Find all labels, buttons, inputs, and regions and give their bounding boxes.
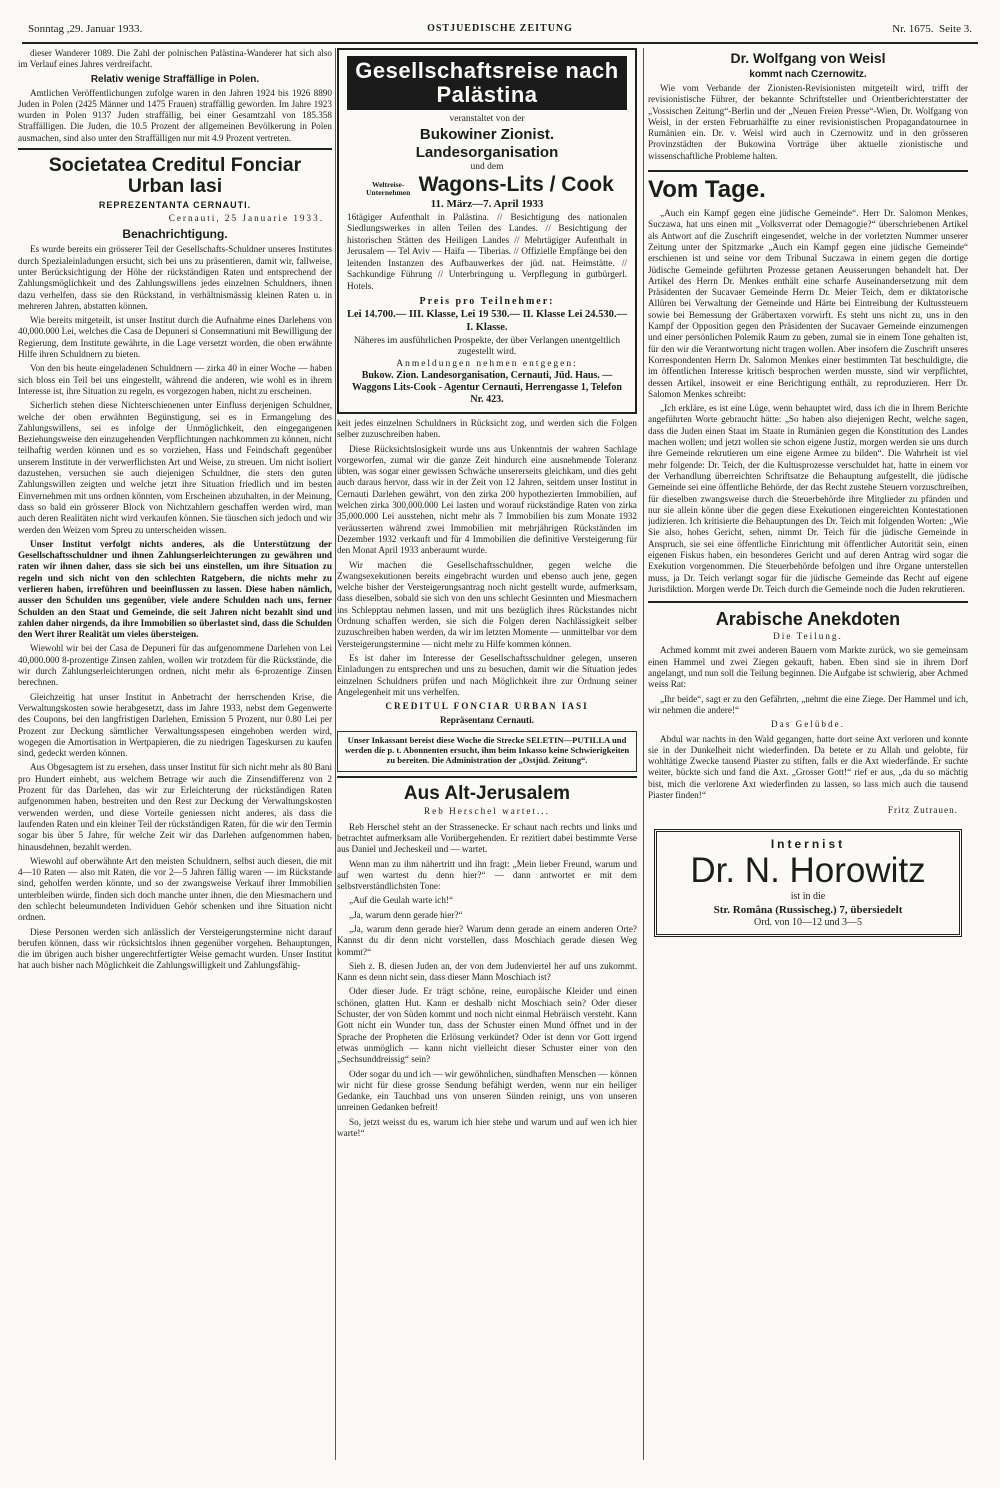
article-text: Achmed kommt mit zwei anderen Bauern vom Markte zurück, wo sie gemeinsam einen Hammel und zwei Ziegen gekauft, haben. Eben sind sie in ihrem Dorf angelangt, und nun soll die Teilung beginnen. Die Aufgabe ist schwierig, aber Achmed weiss Rat: — [648, 645, 968, 690]
article-text: keit jedes einzelnen Schuldners in Rücksicht zog, und werden sich die Folgen selber zuzuschreiben haben. — [337, 418, 637, 440]
ad-prices: Lei 14.700.— III. Klasse, Lei 19 530.— II. Klasse Lei 24.530.— I. Klasse. — [347, 308, 628, 333]
travel-advertisement — [337, 48, 637, 414]
article-subtitle: Reb Herschel wartet... — [424, 806, 550, 817]
article-subhead: kommt nach Czernowitz. — [749, 69, 867, 80]
ad-and-line: und dem — [470, 161, 504, 172]
header-issue-page — [892, 23, 972, 35]
ad-wagons-lits: Wagons-Lits / Cook — [418, 173, 614, 196]
article-text: Aus Obgesagtem ist zu ersehen, dass unser Institut für sich nicht mehr als 80 Bani pro Hundert einhebt, aus welchem Betrage wir auch die Zinsendifferenz von 2 Prozent für das Darlehen, das wir zur Erleichterung der rückständigen Raten aufgenommen haben, bestreiten und den Rest zur Deckung der Verwaltungskosten verwenden werden, und diese Vorteile geniessen nicht anderes, als dass die laufenden Raten und ein kleiner Teil der rückständigen Raten, für die wir den Termin sogar bis über 5 Jahre, für welche Zeit wir das Darlehen aufgenommen haben, hinausdehnen, bezahlt werden. — [18, 762, 332, 852]
article-text: Gleichzeitig hat unser Institut in Anbetracht der herrschenden Krise, die Verwaltungskosten sowie herabgesetzt, dass im Jahre 1933, nebst dem Gegenwerte des Coupons, bei den langfristigen Darlehen, Emission 5 Prozent, nur 0.80 Lei per Prozent zur Deckung sämtlicher Verwaltungsspesen eingehoben werden wird, wogegen die Amortisation in Wertpapieren, die zu niedrigen Tageskursen zu kaufen sind, gedeckt werden können. — [18, 691, 332, 759]
article-text: Wie bereits mitgeteilt, ist unser Institut durch die Aufnahme eines Darlehens von 40,000.000 Lei, welches die Casa de Depuneri si Consemnatiuni mit Bewilligung der Regierung, dem Institute gewährte, in die Lage versetzt worden, die oben erwähnte Hilfe ihren Schuldnern zu bieten. — [18, 315, 332, 360]
article-title: Arabische Anekdoten — [715, 609, 901, 630]
column-divider — [643, 48, 644, 1460]
article-text: Wir machen die Gesellschaftsschuldner, gegen welche die Zwangsexekutionen bereits eingebracht wurden und ebenso auch jene, gegen welche bisher der Versteigerungsantrag noch nicht gestellt wurde, aufmerksam, dass dieselben, sobald sie sich von den uns schlecht Gesinnten und Miesmachern ins Schlepptau nehmen lassen, und mit uns bezüglich ihres Rückstandes nicht Ordnung schaffen werden, sie sich die Folgen deren Nachlässigkeit selber zuzuschreiben haben werden, da wir im letzten Momente — unmittelbar vor dem Versteigerungstermine — nicht mehr zu Hilfe kommen können. — [337, 559, 637, 649]
article-title: Societatea Creditul Fonciar Urban Iasi — [18, 148, 332, 197]
article-text: Diese Personen werden sich anlässlich der Versteigerungstermine nicht darauf berufen können, dass wir rücksichtslos ihnen gegenüber vorgehen. Behauptungen, die im übrigen auch bisher ungerechtfertigter Weise gemacht wurden. Unser Institut hat auch bisher nach Möglichkeit die Zahlungswilligkeit und Zahlungsfähig- — [18, 926, 332, 971]
ad-weltreise-label: Weltreise-Unternehmen — [366, 179, 411, 197]
article-text: „Ihr beide“, sagt er zu den Gefährten, „nehmt die eine Ziege. Der Hammel und ich, wir nehmen die andere!“ — [648, 693, 968, 715]
article-text: Wenn man zu ihm nähertritt und ihn fragt: „Mein lieber Freund, warum und auf wen wartest du denn hier?“ — dann antwortet er mit dem selbstverständlichsten Tone: — [337, 858, 637, 892]
article-text: Oder sogar du und ich — wir gewöhnlichen, sündhaften Menschen — können wir nicht für diese grosse Sendung befähigt werden, wenn nur ein heiliger Gedanke, ein Tauchbad uns von unseren Sünden reinigt, uns von unseren unreinen Gedanken befreit! — [337, 1068, 637, 1113]
article-text: Wiewohl auf oberwähnte Art den meisten Schuldnern, selbst auch diesen, die mit 4—10 Raten — also mit Raten, die vor 2—5 Jahren fällig waren — im Rückstande sind, geholfen werden könnte, und so der zwangsweise Verkauf ihrer Immobilien unterbleiben würde, finden sich doch manche unter ihnen, die den Miesmachern und den schlecht beleumundeten Individuen Gehör schenken und ihre Situation nicht ordnen. — [18, 855, 332, 923]
ad-doctor-name: Dr. N. Horowitz — [690, 851, 926, 891]
ad-organization: Bukowiner Zionist. Landesorganisation — [415, 125, 559, 161]
article-text: Es ist daher im Interesse der Gesellschaftsschuldner gelegen, unseren Einladungen zu entsprechen und uns zu besuchen, damit wir die Situation jedes einzelnen Schuldners prüfen und nach Möglichkeit ihre zur Ordnung seiner Angelegenheit mit uns verhelfen. — [337, 652, 637, 697]
ad-registration-label: Anmeldungen nehmen entgegen: — [396, 358, 578, 369]
article-text: „Ich erkläre, es ist eine Lüge, wenn behauptet wird, dass ich die in Ihrem Berichte angeführten Worte gebraucht hätte: „So haben also diejenigen Recht, welche sagen, dass die Juden einen Staat im Staate in Rumänien gegen die Konstitution des Landes machen wollen; und jetzt wollen sie schon eigene Justiz, morgen werden sie uns durch ihre Gemeinde rekrutieren um eine eigene Armee zu bilden“. Die Wahrheit ist viel mehr folgende: Dr. Teich, der die Kultusprozesse verschuldet hat, hatte in einem vor der Verhandlung überreichten Schriftsatze die Behauptung aufgestellt, die jüdische Gemeinde sei eine öffentliche Behörde, der das Recht zustehe Steuern vorzuschreiben, für dieselben zwangsweise durch die Steuerbehörde ihre Mitglieder zu pfänden und nur sie allein könne über die gegen diese Exekutionen eingereichten Kontestationen judizieren. Ich kritisierte die Behauptungen des Dr. Teich mit folgenden Worten: „Wie Sie also, hohes Gericht, sehen, nimmt Dr. Teich für die jüdische Gemeinde in Anspruch, sie sei eine öffentliche Einrichtung mit öffentlicher Autorität sein, einen eigenen Fiskus haben, ein besonderes Gericht und auf deren Antrag wird sogar die Exekution vorgenommen. Die Steuerbehörde befolgen und ihre Organe unterstellen muss, ja Dr. Teich verlangt sogar für die jüdische Gemeinde das Recht auf eigene Jurisdiktion. Morgen werde Dr. Teich durch die Gemeinde noch die Juden rekrutieren. — [648, 403, 968, 594]
article-text-bold: Unser Institut verfolgt nichts anderes, als die Unterstützung der Gesellschaftsschuldner und ihnen Zahlungserleichterungen zu gewähren und raten wir ihnen daher, dass sie sich bei uns einstellen, um ihre Situation zu regeln und sich nicht von den schlechten Ratgebern, die nichts mehr zu verlieren haben, irreführen und beeinflussen zu lassen. Diese haben nämlich, ausser den Schulden uns gegenüber, viele andere Schulden nach uns, ferner Schulden an den Staat und Gemeinde, die seit Jahren nicht bezahlt sind und zahlen daher nirgends, da ihre Immobilien so überlastet sind, dass die Schulden den Wert ihrer Realität um vieles übersteigen. — [18, 538, 332, 640]
article-text: „Ja, warum denn gerade hier?“ — [349, 909, 463, 920]
author-signature: Fritz Zutrauen. — [887, 805, 958, 816]
article-subhead: Die Teilung. — [773, 631, 843, 642]
header-page: Seite 3. — [939, 23, 972, 35]
article-text: „Auf die Geulah warte ich!“ — [349, 895, 454, 906]
ad-dates: 11. März—7. April 1933 — [430, 198, 544, 210]
article-text: Abdul war nachts in den Wald gegangen, hatte dort seine Axt verloren und konnte sie in der Dunkelheit nicht wiederfinden. Da betete er zu Allah und gelobte, für wohltätige Zwecke tausend Piaster zu stiften, falls er die Axt wiederfände. Er suchte weiter, bückte sich und fand die Axt. „Grosser Gott!“ rief er aus, „da du so mächtig bist, mich die verlorene Axt wiederfinden zu lassen, so lass mich auch die tausend Piaster finden!“ — [648, 733, 968, 801]
ad-address: Str. Româna (Russischeg.) 7, übersiedelt — [713, 904, 903, 917]
column-1 — [18, 48, 332, 1468]
ad-details: Näheres im ausführlichen Prospekte, der über Verlangen unentgeltlich zugestellt wird. — [353, 335, 621, 357]
ad-contacts: Bukow. Zion. Landesorganisation, Cernauti, Jüd. Haus. — Waggons Lits-Cook - Agentur Cernauti, Herrengasse 1, Telefon Nr. 423. — [352, 370, 622, 405]
dateline: Cernauti, 25 Januarie 1933. — [168, 213, 324, 224]
article-text: Von den bis heute eingeladenen Schuldnern — zirka 40 in einer Woche — haben sich bloss ein Teil bei uns eingestellt, während die anderen, wie wohl es in ihrem Interesse ist, ihre Situation zu regeln, es vorgezogen haben, nicht zu erscheinen. — [18, 363, 332, 396]
header-date: Sonntag ,29. Januar 1933. — [28, 23, 143, 35]
article-subhead: Relativ wenige Straffällige in Polen. — [90, 73, 260, 85]
representation-line: REPREZENTANTA CERNAUTI. — [98, 200, 252, 211]
signature: Repräsentanz Cernauti. — [440, 715, 534, 726]
ad-hours: Ord. von 10—12 und 3—5 — [753, 917, 863, 929]
article-title: Aus Alt-Jerusalem — [403, 783, 571, 805]
ad-organizer-line: veranstaltet von der — [449, 114, 525, 124]
article-text: Sieh z. B. diesen Juden an, der von dem Judenviertel her auf uns zukommt. Kann es denn nicht sein, dass dieser Mann Moschiach ist? — [337, 960, 637, 983]
header-issue: Nr. 1675. — [892, 23, 934, 35]
article-text: Es wurde bereits ein grösserer Teil der Gesellschafts-Schuldner unseres Institutes durch Spezialeinladungen ersucht, sich bei uns zu präsentieren, damit wir, fallweise, unter Berücksichtigung der Höhe der rückständigen Raten und entsprechend der Zahlungsmöglichkeit und des Zahlungswillens jedes einzelnen Schuldners, ihnen dazu verhelfen, dass sie den Rückstand, in verhältnismässig kleinen Raten u. in mehreren Jahren, abstatten können. — [18, 244, 332, 311]
article-text: So, jetzt weisst du es, warum ich hier stehe und warum und auf wen ich hier warte!“ — [337, 1116, 637, 1139]
article-subhead: Das Gelübde. — [770, 719, 845, 730]
article-text: „Ja, warum denn gerade hier? Warum denn gerade an einem anderen Orte? Kannst du dir denn nicht vorstellen, dass Moschiach gerade diesen Weg kommt?“ — [337, 924, 637, 957]
collection-notice-text: Unser Inkassant bereist diese Woche die Strecke SELETIN—PUTILLA und werden die p. t. Abonnenten ersucht, ihm beim Inkasso keine Schwierigkeiten zu bereiten. Die Administration der „Ostjüd. Zeitung“. — [344, 734, 630, 766]
article-text: Wiewohl wir bei der Casa de Depuneri für das aufgenommene Darlehen von Lei 40,000.000 8-prozentige Zinsen zahlen, wollen wir trotzdem für die Rückstände, die wir durch Zahlungserleichterungen ordnen, nicht mehr als 6-prozentige Zinsen berechnen. — [18, 643, 332, 688]
article-title: Dr. Wolfgang von Weisl — [730, 50, 886, 66]
signature: CREDITUL FONCIAR URBAN IASI — [385, 701, 589, 712]
article-text: Diese Rücksichtslosigkeit wurde uns aus Unkenntnis der wahren Sachlage vorgeworfen, zumal wir die ganze Zeit hindurch eine ausnehmende Toleranz übten, was sogar einer gewissen Schwäche unsererseits gleichkam, und dies geht auch daraus hervor, dass wir in der Zeit von 12 Jahren, seitdem unser Institut in Cernauti Darlehen gewährt, von den zirka 200 hypothezierten Immobilien, auf welchen zirka 300,000.000 Lei lasten und worauf rückständige Raten von zirka 35,000.000 Lei ausstehen, nicht mehr als 7 Immobilien bis zum Monate 1932 veräusserten während zwei Immobilien mit mehrjährigen Rückständen im Dezember 1932 verkauft und für 4 Immobilien die definitive Versteigerung für den Monat April 1933 anberaumt wurde. — [337, 443, 637, 556]
ad-moved-line: ist in die — [790, 891, 826, 903]
section-rule — [648, 601, 968, 603]
article-subhead: Benachrichtigung. — [122, 227, 228, 242]
ad-body: 16tägiger Aufenthalt in Palästina. // Besichtigung des nationalen Siedlungswerkes in allen Teilen des Landes. // Besichtigung der historischen Stätten des Heiligen Landes // Mehrtägiger Aufenthalt in Jerusalem — Tel Aviv — Haifa — Tiberias. // Offizielle Empfänge bei den leitenden Instanzen des Aufbauwerkes der jüd. nat. Heimstätte. // Sachkundige Führung // Unterbringung u. Verpflegung in gutbürgerl. Hotels. — [347, 212, 627, 292]
page-header — [22, 20, 978, 44]
article-text: Reb Herschel steht an der Strassenecke. Er schaut nach rechts und links und betrachtet aufmerksam alle Vorübergehenden. Er rezitiert dabei bestimmte Verse aus Daniel und Jecheskeil und — wartet. — [337, 821, 637, 855]
column-divider — [335, 48, 336, 1460]
header-paper-name: OSTJUEDISCHE ZEITUNG — [427, 23, 573, 34]
article-text: „Auch ein Kampf gegen eine jüdische Gemeinde“. Herr Dr. Salomon Menkes, Suczawa, hat uns einen mit „Volksverrat oder Demagogie?“ überschriebenen Artikel als Antwort auf die Zuschrift eingesendet, welche in der vorletzten Nummer unserer Zeitung unter der Spitzmarke „Auch ein Kampf gegen eine jüdische Gemeinde“ erschienen ist und seine vor dem Tribunal Suczawa in einem gegen die dortige Jüdische Gemeinde geführten Prozesse getanen Aeusserungen behandelt hat. Der Artikel des Herrn Dr. Menkes enthält eine scharfe Auseinandersetzung mit dem Präsidenten der Sucavaer Gemeinde Herrn Dr. Meier Teich, dem er diktatorische Allüren bei Verwaltung der Gemeinde und Härte bei Eintreibung der Kultussteuern sowie bei Bemessung der Gräbertaxen vorwirft. Es steht uns nicht zu, uns in den Kampf der Opposition gegen den Präsidenten der Sucavaer Gemeinde einzumengen und einer persönlichen Polemik Raum zu geben, zumal sie in einem Tone gehalten ist, für den wir die Verantwortung nicht tragen wollen. Aber insofern die Zuschrift unseres Korrespondenten Herrn Dr. Salomon Menkes einer bestimmten Tat beschuldigte, die im öffentlichen Interesse kritisch besprochen werden musste, sind wir verpflichtet, dessen Artikel, insoweit er eine Berichtigung enthält, zu reproduzieren. Herr Dr. Salomon Menkes schreibt: — [648, 208, 968, 399]
collection-notice — [337, 731, 637, 773]
ad-specialty: Internist — [770, 837, 846, 852]
column-2 — [337, 48, 637, 1478]
article-text: Wie vom Verbande der Zionisten-Revisionisten mitgeteilt wird, trifft der revisionistische Führer, der bekannte Schriftsteller und Orientberichterstatter der „Vossischen Zeitung“-Berlin und der „Neuen Freien Presse“-Wien, Dr. Wolfgang von Weisl, in der ersten Februarhälfte zu einer revisionistischen Propagandatournee in Rumänien ein. Dr. v. Weisl wird auch in Czernowitz und in den grösseren Provinzstädten der Bukowina Vorträge über aktuelle zionistische und wissenschaftliche Probleme halten. — [648, 83, 968, 161]
column-3 — [648, 48, 968, 1478]
section-rule — [337, 776, 637, 778]
doctor-advertisement — [654, 829, 962, 937]
section-title: Vom Tage. — [648, 170, 968, 204]
ad-price-label: Preis pro Teilnehmer: — [419, 296, 555, 307]
ad-title: Gesellschaftsreise nach Palästina — [347, 56, 627, 110]
article-text: Amtlichen Veröffentlichungen zufolge waren in den Jahren 1924 bis 1926 8890 Juden in Polen (2425 Männer und 1475 Frauen) straffällig geworden. Im Jahre 1923 wurden in Polen 9137 Juden straffällig, bei einer Gesamtzahl von 185.358 Straffälligen. Die Juden, die 10.5 Prozent der allgemeinen Bevölkerung in Polen ausmachen, sind also unter den Straffälligen nur mit 4.9 Prozent vertreten. — [18, 87, 332, 143]
article-text: Sicherlich stehen diese Nichterschienenen unter Einfluss derjenigen Schuldner, welche der oben erwähnten Begünstigung, sei es in Ermangelung des Zahlungswillens, sei es infolge der Unmöglichkeit, den eingegangenen Beziehungsweise den einzugehenden Verpflichtungen nachkommen zu können, nicht teilhaftig werden können und es so vorziehen, Hass und Feindschaft gegenüber unserem Institute in der verwerflichsten Art und Weise, zu streuen. Um nicht isoliert dazustehen, versuchen sie auch diejenigen Schuldner, die stets den guten Zahlungswillen zeigten und welche jetzt ihre Situation friedlich und im besten Einvernehmen mit uns ordnen könnten, vom Erscheinen abzuhalten, in der Meinung, dass so bald ein grösserer Block von Nichtzahlern geschaffen werden wird, man auch deren Realitäten nicht wird verkaufen können. Sie täuschen sich jedoch und wir werden den Weizen vom Spreu zu unterscheiden wissen. — [18, 400, 332, 535]
article-text: dieser Wanderer 1089. Die Zahl der polnischen Palästina-Wanderer hat sich also im Verlauf eines Jahres verdreifacht. — [18, 48, 332, 70]
article-text: Oder dieser Jude. Er trägt schöne, reine, europäische Kleider und einen schönen, glatten Hut. Kann er deshalb nicht Moschiach sein? Oder dieser Schuster, der von Süden kommt und noch nicht einmal Hebräisch versteht. Kann Gott nicht ein Wunder tun, dass der Schuster einen Mund öffnet und in der Sprache der Propheten die Erlösung verkündet? Oder ist denn vor Gott irgend etwas unmöglich — kann nicht vielleicht dieser Schuster einer von den „Sechsunddreissig“ sein? — [337, 986, 637, 1065]
